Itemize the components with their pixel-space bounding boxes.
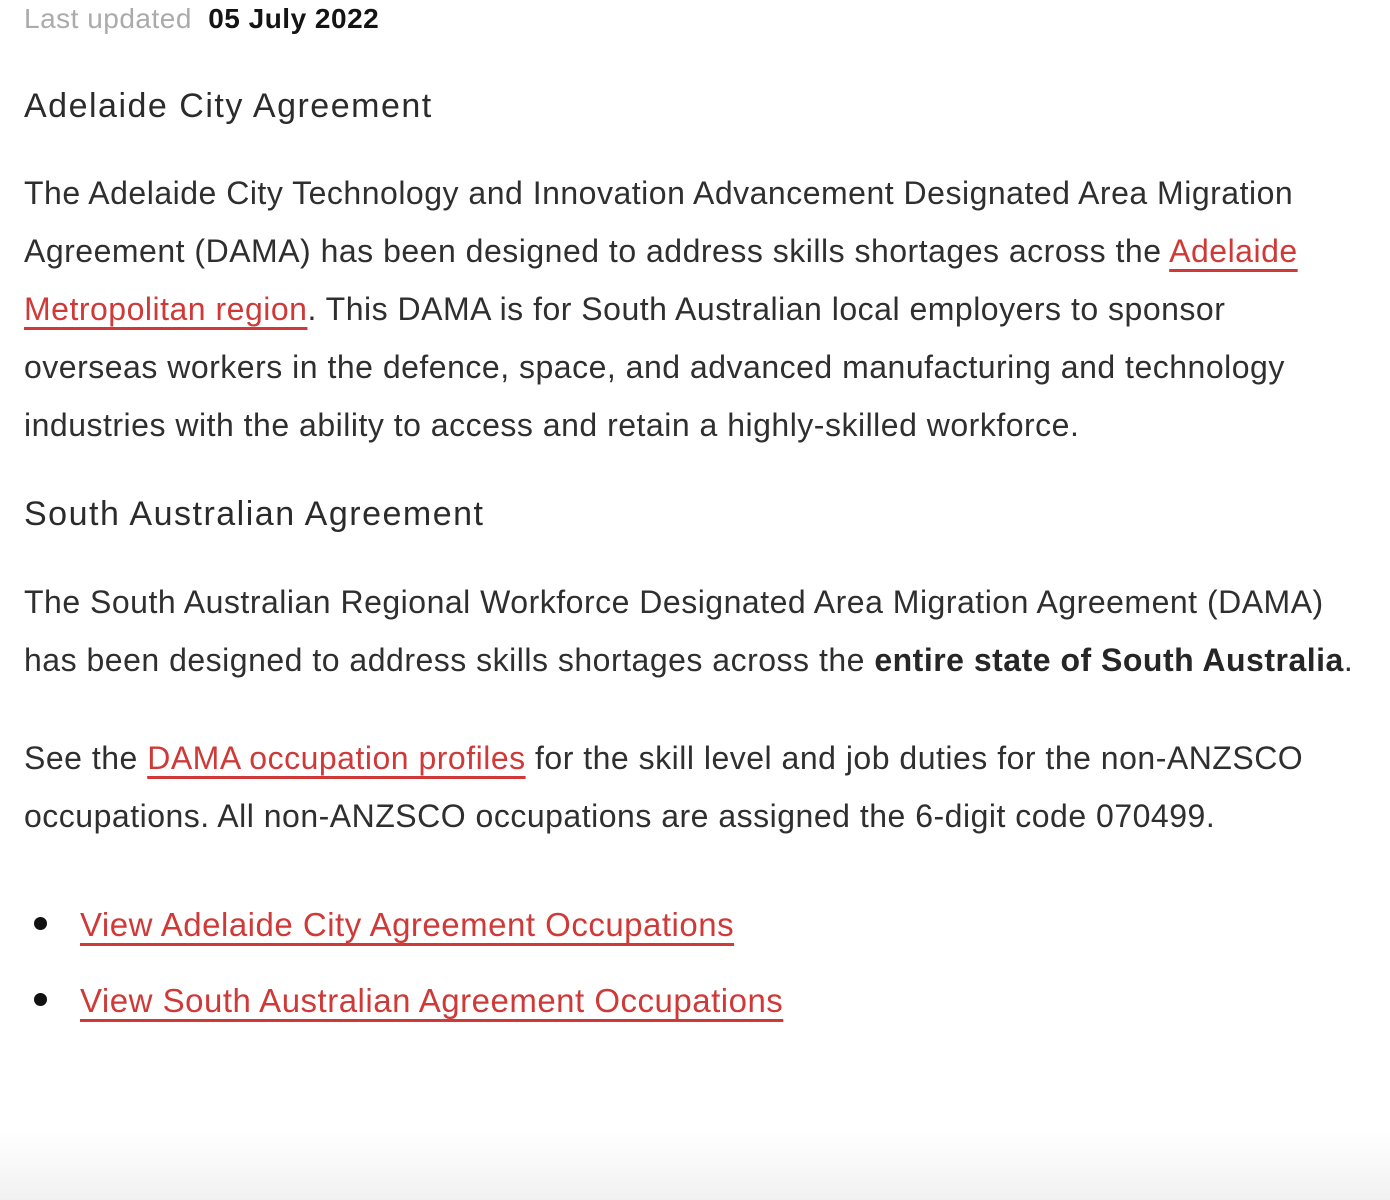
view-adelaide-city-agreement-occupations-link[interactable]: View Adelaide City Agreement Occupations xyxy=(80,906,735,944)
bold-text-run: entire state of South Australia xyxy=(874,642,1344,679)
last-updated-label: Last updated xyxy=(24,3,192,34)
view-south-australian-agreement-occupations-link[interactable]: View South Australian Agreement Occupations xyxy=(80,982,784,1020)
text-run: for the skill level and job duties for the non-ANZSCO occupations. All non-ANZSCO occupations are assigned the 6-digit code 070499. xyxy=(24,740,1304,835)
text-run: The Adelaide City Technology and Innovation Advancement Designated Area Migration Agreement (DAMA) has been designed to address skills shortages across the xyxy=(24,175,1294,270)
text-run: . xyxy=(1343,642,1354,679)
text-run: . This DAMA is for South Australian local employers to sponsor overseas workers in the defence, space, and advanced manufacturing and technology industries with the ability to access and retain a highly-skilled workforce. xyxy=(24,291,1285,444)
bottom-edge-shadow xyxy=(0,1130,1390,1200)
last-updated-line xyxy=(24,2,1364,36)
bullet-icon xyxy=(34,917,47,930)
bullet-icon xyxy=(34,993,47,1006)
text-run: See the xyxy=(24,740,148,777)
adelaide-metropolitan-region-link[interactable]: Adelaide Metropolitan region xyxy=(24,233,1298,328)
dama-occupation-profiles-link[interactable]: DAMA occupation profiles xyxy=(147,740,526,777)
section-heading-south-australian-agreement: South Australian Agreement xyxy=(24,495,485,534)
paragraph-south-australian-dama xyxy=(24,573,1364,689)
paragraph-occupation-profiles xyxy=(24,729,1364,845)
last-updated-value: 05 July 2022 xyxy=(208,3,380,34)
section-heading-adelaide-city-agreement: Adelaide City Agreement xyxy=(24,86,433,125)
list-item xyxy=(24,903,1364,947)
list-item xyxy=(24,979,1364,1023)
paragraph-adelaide-city-dama xyxy=(24,164,1364,454)
text-run: The South Australian Regional Workforce Designated Area Migration Agreement (DAMA) has been designed to address skills shortages across the xyxy=(24,584,1324,679)
occupation-links-list xyxy=(24,903,1364,1023)
